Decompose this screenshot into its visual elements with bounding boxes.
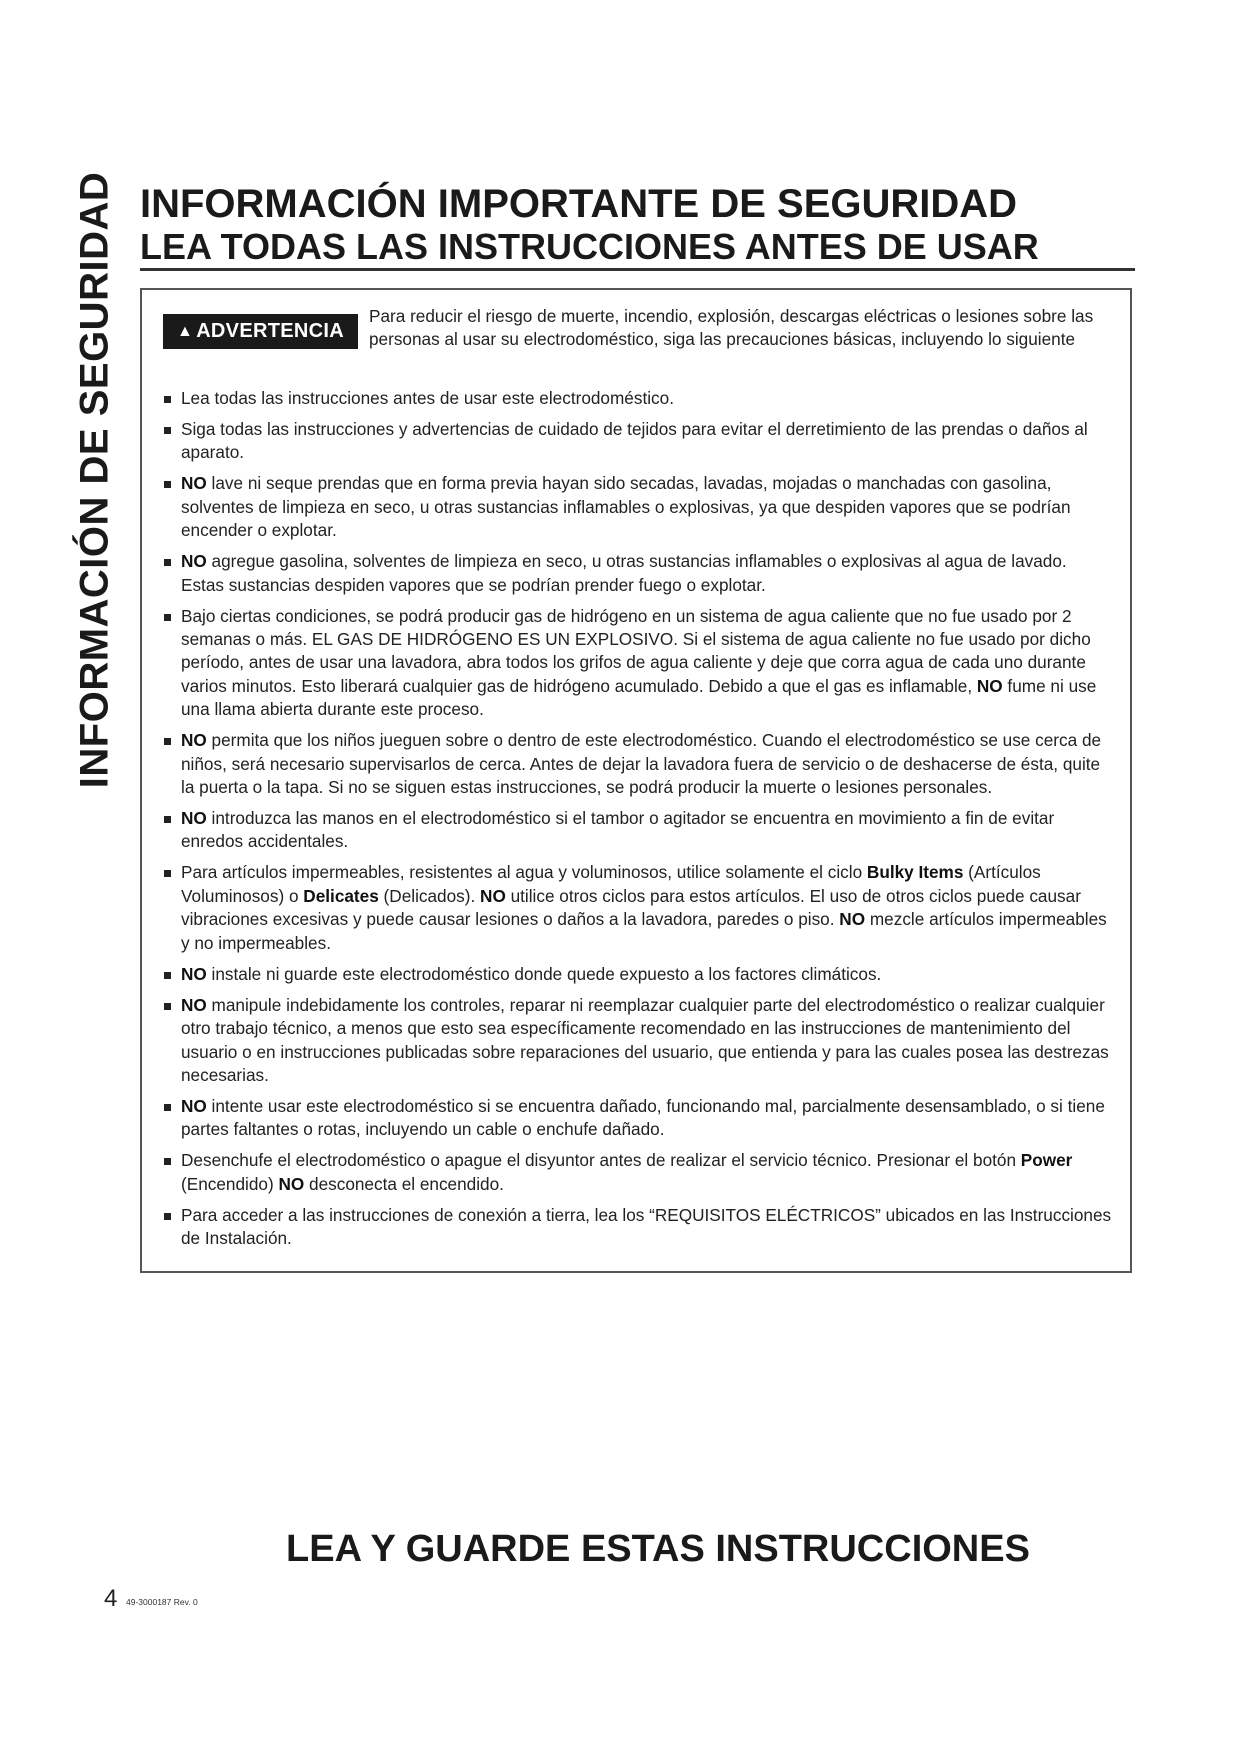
side-section-tab-label: INFORMACIÓN DE SEGURIDAD <box>72 171 117 789</box>
warning-intro: Para reducir el riesgo de muerte, incendio, explosión, descargas eléctricas o lesiones sobre las personas al usar su electrodoméstico, siga las precauciones básicas, incluyendo lo siguiente <box>369 306 1094 350</box>
list-item: NO instale ni guarde este electrodoméstico donde quede expuesto a los factores climáticos. <box>160 963 1112 986</box>
page-number: 4 <box>104 1585 118 1612</box>
document-number: 49-3000187 Rev. 0 <box>126 1597 198 1607</box>
warning-badge-label: ADVERTENCIA <box>196 319 344 342</box>
warning-triangle-icon: ▲ <box>177 322 194 340</box>
warning-badge <box>163 314 358 349</box>
footer-title: LEA Y GUARDE ESTAS INSTRUCCIONES <box>286 1528 1030 1570</box>
list-item: Lea todas las instrucciones antes de usar este electrodoméstico. <box>160 387 1112 410</box>
page-subtitle: LEA TODAS LAS INSTRUCCIONES ANTES DE USAR <box>140 226 1039 267</box>
list-item: Para artículos impermeables, resistentes al agua y voluminosos, utilice solamente el ciclo Bulky Items (Artículos Voluminosos) o Delicates (Delicados). NO utilice otros ciclos para estos artículos. El uso de otros ciclos puede causar vibraciones excesivas y puede causar lesiones o daños a la lavadora, paredes o piso. NO mezcle artículos impermeables y no impermeables. <box>160 861 1112 955</box>
warning-header <box>160 305 1112 379</box>
page-title: INFORMACIÓN IMPORTANTE DE SEGURIDAD <box>140 182 1018 226</box>
list-item: NO intente usar este electrodoméstico si se encuentra dañado, funcionando mal, parcialmente desensamblado, o si tiene partes faltantes o rotas, incluyendo un cable o enchufe dañado. <box>160 1095 1112 1142</box>
warning-box <box>140 288 1132 1273</box>
title-divider <box>140 268 1135 271</box>
side-section-tab <box>72 171 118 789</box>
list-item: NO manipule indebidamente los controles, reparar ni reemplazar cualquier parte del electrodoméstico o realizar cualquier otro trabajo técnico, a menos que esto sea específicamente recomendado en las instrucciones de mantenimiento del usuario o en instrucciones publicadas sobre reparaciones del usuario, que entienda y para las cuales posea las destrezas necesarias. <box>160 994 1112 1088</box>
list-item: NO lave ni seque prendas que en forma previa hayan sido secadas, lavadas, mojadas o manchadas con gasolina, solventes de limpieza en seco, u otras sustancias inflamables o explosivas, ya que despiden vapores que se podrían encender o explotar. <box>160 472 1112 542</box>
list-item: NO agregue gasolina, solventes de limpieza en seco, u otras sustancias inflamables o explosivas al agua de lavado. Estas sustancias despiden vapores que se podrían prender fuego o explotar. <box>160 550 1112 597</box>
list-item: NO permita que los niños jueguen sobre o dentro de este electrodoméstico. Cuando el electrodoméstico se use cerca de niños, será necesario supervisarlos de cerca. Antes de dejar la lavadora fuera de servicio o de deshacerse de ésta, quite la puerta o la tapa. Si no se siguen estas instrucciones, se podrá producir la muerte o lesiones personales. <box>160 729 1112 799</box>
list-item: NO introduzca las manos en el electrodoméstico si el tambor o agitador se encuentra en movimiento a fin de evitar enredos accidentales. <box>160 807 1112 854</box>
safety-rules-list <box>160 387 1112 1251</box>
list-item: Desenchufe el electrodoméstico o apague el disyuntor antes de realizar el servicio técnico. Presionar el botón Power (Encendido) NO desconecta el encendido. <box>160 1149 1112 1196</box>
list-item: Siga todas las instrucciones y advertencias de cuidado de tejidos para evitar el derretimiento de las prendas o daños al aparato. <box>160 418 1112 465</box>
list-item: Bajo ciertas condiciones, se podrá producir gas de hidrógeno en un sistema de agua caliente que no fue usado por 2 semanas o más. EL GAS DE HIDRÓGENO ES UN EXPLOSIVO. Si el sistema de agua caliente no fue usado por dicho período, antes de usar una lavadora, abra todos los grifos de agua caliente y deje que corra agua de cada uno durante varios minutos. Esto liberará cualquier gas de hidrógeno acumulado. Debido a que el gas es inflamable, NO fume ni use una llama abierta durante este proceso. <box>160 605 1112 722</box>
list-item: Para acceder a las instrucciones de conexión a tierra, lea los “REQUISITOS ELÉCTRICOS” ubicados en las Instrucciones de Instalación. <box>160 1204 1112 1251</box>
